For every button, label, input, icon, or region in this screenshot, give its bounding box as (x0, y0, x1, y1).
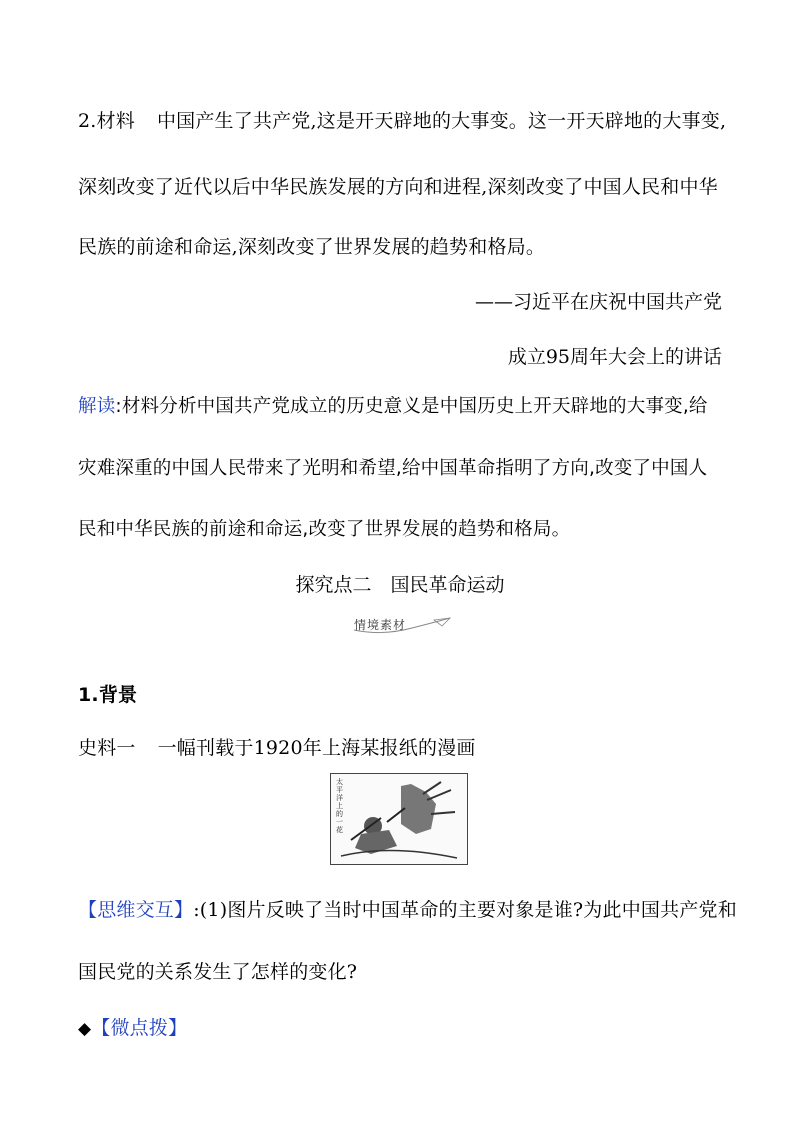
thinking-line-2: 国民党的关系发生了怎样的变化? (78, 961, 358, 983)
tip-label: 【微点拨】 (91, 1017, 188, 1039)
material-2-line-2: 深刻改变了近代以后中华民族发展的方向和进程,深刻改变了中国人民和中华 (78, 176, 718, 198)
source-text: 一幅刊载于1920年上海某报纸的漫画 (157, 737, 476, 759)
material-source-1: ——习近平在庆祝中国共产党 (474, 291, 722, 313)
material-text: 中国产生了共产党,这是开天辟地的大事变。这一开天辟地的大事变, (156, 110, 727, 132)
interpretation-label: 解读 (78, 396, 116, 417)
cartoon-image (330, 773, 468, 865)
thinking-text: :(1)图片反映了当时中国革命的主要对象是谁?为此中国共产党和 (193, 899, 737, 921)
source-one-line (78, 733, 476, 760)
material-source-2: 成立95周年大会上的讲话 (507, 346, 722, 368)
context-material-badge (352, 614, 452, 636)
interpretation-text: :材料分析中国共产党成立的历史意义是中国历史上开天辟地的大事变,给 (115, 396, 708, 417)
interpretation-line-1 (78, 392, 708, 418)
background-heading: 1.背景 (78, 684, 138, 706)
interpretation-line-2: 灾难深重的中国人民带来了光明和希望,给中国革命指明了方向,改变了中国人 (78, 458, 708, 479)
interpretation-line-3: 民和中华民族的前途和命运,改变了世界发展的趋势和格局。 (78, 519, 571, 540)
badge-label: 情境素材 (354, 618, 407, 632)
cartoon-illustration (331, 774, 467, 864)
tip-line (78, 1013, 187, 1040)
section-title: 探究点二 国民革命运动 (295, 574, 505, 596)
material-label: 2.材料 (78, 110, 135, 132)
cartoon-caption: 太平洋上的一花 (336, 778, 343, 834)
thinking-label: 【思维交互】 (78, 899, 194, 921)
diamond-icon: ◆ (78, 1019, 92, 1039)
material-2-line-1 (78, 106, 726, 133)
thinking-line-1 (78, 895, 737, 922)
material-2-line-3: 民族的前途和命运,深刻改变了世界发展的趋势和格局。 (78, 236, 546, 258)
source-label: 史料一 (78, 737, 136, 759)
